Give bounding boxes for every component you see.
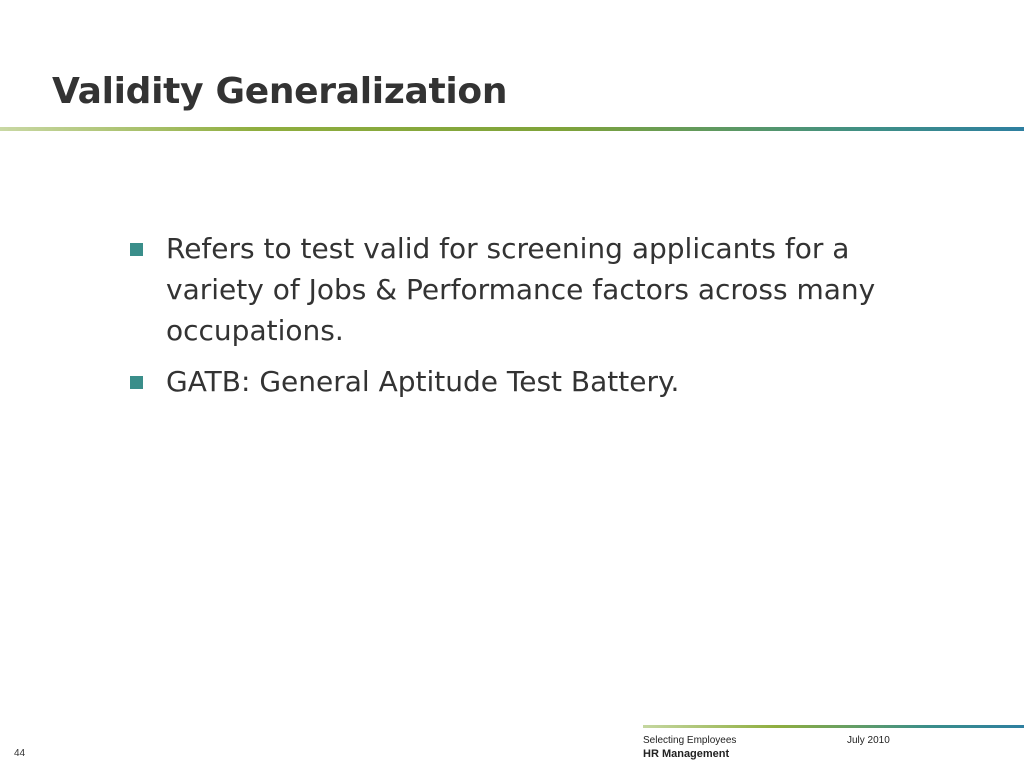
bullet-text-2: GATB: General Aptitude Test Battery. bbox=[166, 365, 680, 398]
bullet-text-1: Refers to test valid for screening applicants for a variety of Jobs & Performance factors across many occupations. bbox=[166, 232, 876, 347]
footer-course: HR Management bbox=[643, 748, 730, 760]
footer-section: Selecting Employees bbox=[643, 735, 737, 746]
footer-date: July 2010 bbox=[847, 735, 890, 746]
bullet-item-2 bbox=[130, 361, 890, 402]
page-number: 44 bbox=[14, 748, 26, 759]
title-divider bbox=[0, 127, 1024, 131]
bullet-item-1 bbox=[130, 228, 890, 351]
footer-divider bbox=[643, 725, 1024, 728]
square-bullet-icon bbox=[130, 243, 143, 256]
slide-title: Validity Generalization bbox=[52, 71, 508, 112]
square-bullet-icon bbox=[130, 376, 143, 389]
bullet-list bbox=[130, 228, 890, 412]
